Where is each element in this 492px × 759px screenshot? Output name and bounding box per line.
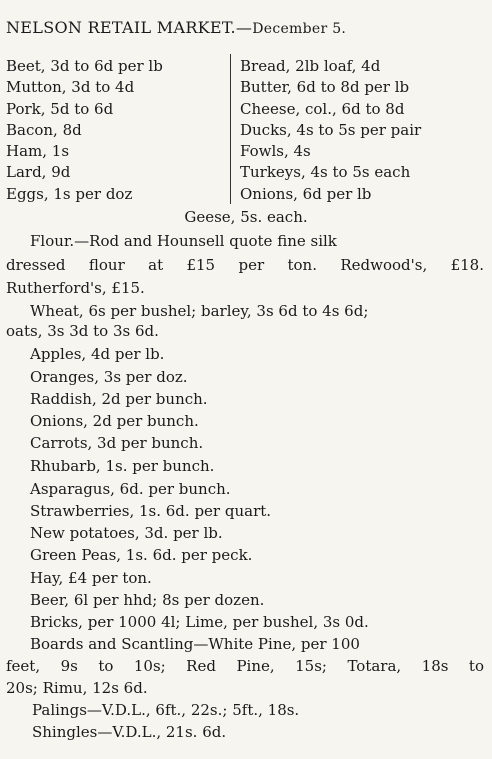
shingles-price: Shingles—V.D.L., 21s. 6d. bbox=[32, 723, 227, 741]
list-item: Raddish, 2d per bunch. bbox=[30, 390, 208, 408]
list-item: Fowls, 4s bbox=[240, 142, 311, 161]
list-item: Butter, 6d to 8d per lb bbox=[240, 78, 410, 97]
boards-line: 20s; Rimu, 12s 6d. bbox=[6, 679, 148, 697]
list-item: Green Peas, 1s. 6d. per peck. bbox=[30, 546, 253, 564]
list-item: Hay, £4 per ton. bbox=[30, 569, 152, 587]
list-item: Carrots, 3d per bunch. bbox=[30, 434, 204, 452]
list-item: Bread, 2lb loaf, 4d bbox=[240, 57, 381, 75]
right-price-list bbox=[240, 56, 486, 205]
list-item: Beet, 3d to 6d per lb bbox=[6, 57, 163, 75]
list-item: Strawberries, 1s. 6d. per quart. bbox=[30, 502, 272, 520]
list-item: Bacon, 8d bbox=[6, 120, 82, 139]
wheat-line: Wheat, 6s per bushel; barley, 3s 6d to 4s 6d; bbox=[30, 302, 369, 320]
market-title: NELSON RETAIL MARKET.— bbox=[6, 18, 253, 37]
list-item: Cheese, col., 6d to 8d bbox=[240, 99, 405, 118]
list-item: Mutton, 3d to 4d bbox=[6, 78, 135, 97]
list-item: New potatoes, 3d. per lb. bbox=[30, 524, 223, 542]
list-item: Onions, 2d per bunch. bbox=[30, 412, 199, 430]
list-item: Ducks, 4s to 5s per pair bbox=[240, 120, 422, 139]
list-item: Lard, 9d bbox=[6, 163, 71, 182]
flour-line: dressed flour at £15 per ton. Redwood's, £18. bbox=[6, 256, 484, 274]
wheat-line: oats, 3s 3d to 3s 6d. bbox=[6, 322, 159, 340]
list-item: Bricks, per 1000 4l; Lime, per bushel, 3s 0d. bbox=[30, 613, 369, 631]
left-price-list bbox=[6, 56, 228, 205]
list-item: Beer, 6l per hhd; 8s per dozen. bbox=[30, 591, 265, 609]
list-item: Onions, 6d per lb bbox=[240, 184, 372, 203]
flour-line: Rutherford's, £15. bbox=[6, 279, 145, 297]
list-item: Oranges, 3s per doz. bbox=[30, 368, 188, 386]
palings-price: Palings—V.D.L., 6ft., 22s.; 5ft., 18s. bbox=[32, 701, 300, 719]
price-columns bbox=[6, 56, 486, 206]
list-item: Asparagus, 6d. per bunch. bbox=[30, 480, 231, 498]
market-heading bbox=[6, 18, 486, 37]
list-item: Turkeys, 4s to 5s each bbox=[240, 163, 411, 182]
flour-line: Flour.—Rod and Hounsell quote fine silk bbox=[30, 232, 337, 250]
list-item: Rhubarb, 1s. per bunch. bbox=[30, 457, 215, 475]
geese-price: Geese, 5s. each. bbox=[184, 208, 308, 226]
boards-line: Boards and Scantling—White Pine, per 100 bbox=[30, 635, 360, 653]
boards-line: feet, 9s to 10s; Red Pine, 15s; Totara, 18s to bbox=[6, 657, 484, 675]
list-item: Pork, 5d to 6d bbox=[6, 99, 114, 118]
market-date: December 5. bbox=[252, 21, 347, 37]
list-item: Eggs, 1s per doz bbox=[6, 184, 133, 203]
list-item: Apples, 4d per lb. bbox=[30, 345, 165, 363]
list-item: Ham, 1s bbox=[6, 142, 70, 161]
